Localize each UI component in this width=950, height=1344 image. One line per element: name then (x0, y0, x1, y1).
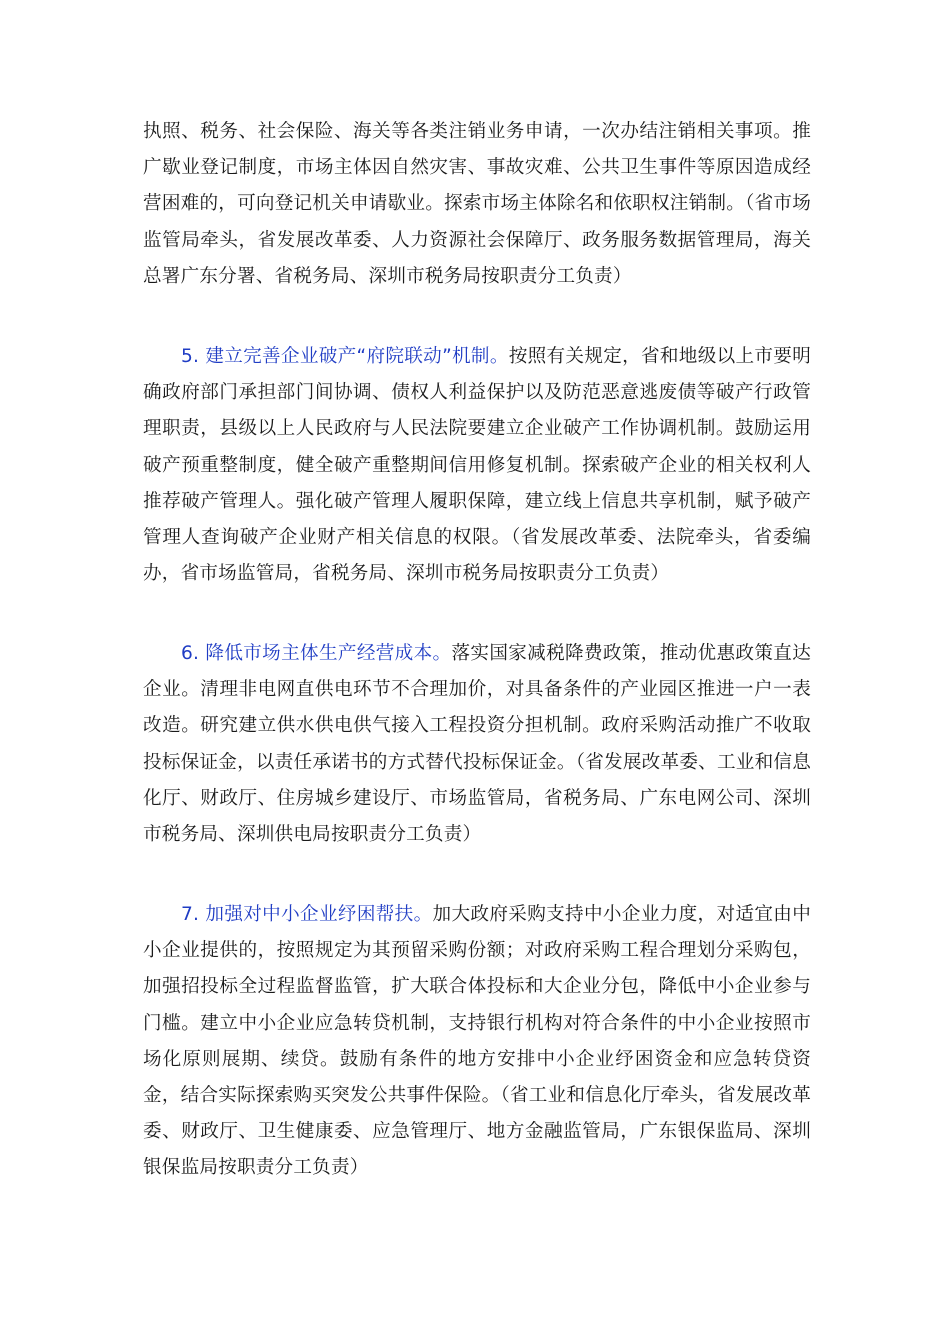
paragraph-item-5 (143, 339, 811, 592)
paragraph-body: 加大政府采购支持中小企业力度，对适宜由中小企业提供的，按照规定为其预留采购份额；对政府采购工程合理划分采购包，加强招投标全过程监督监管，扩大联合体投标和大企业分包，降低中小企业参与门槛。建立中小企业应急转贷机制，支持银行机构对符合条件的中小企业按照市场化原则展期、续贷。鼓励有条件的地方安排中小企业纾困资金和应急转贷资金，结合实际探索购买突发公共事件保险。（省工业和信息化厅牵头，省发展改革委、财政厅、卫生健康委、应急管理厅、地方金融监管局，广东银保监局、深圳银保监局按职责分工负责） (143, 904, 811, 1179)
paragraph-item-7 (143, 897, 811, 1187)
paragraph-deregistration (143, 114, 811, 295)
item-heading: 7. 加强对中小企业纾困帮扶。 (181, 904, 433, 925)
item-heading: 6. 降低市场主体生产经营成本。 (181, 643, 452, 664)
item-heading: 5. 建立完善企业破产“府院联动”机制。 (181, 346, 509, 367)
paragraph-body: 落实国家减税降费政策，推动优惠政策直达企业。清理非电网直供电环节不合理加价，对具备条件的产业园区推进一户一表改造。研究建立供水供电供气接入工程投资分担机制。政府采购活动推广不收取投标保证金，以责任承诺书的方式替代投标保证金。（省发展改革委、工业和信息化厅、财政厅、住房城乡建设厅、市场监管局，省税务局、广东电网公司、深圳市税务局、深圳供电局按职责分工负责） (143, 643, 811, 846)
paragraph-body: 执照、税务、社会保险、海关等各类注销业务申请，一次办结注销相关事项。推广歇业登记制度，市场主体因自然灾害、事故灾难、公共卫生事件等原因造成经营困难的，可向登记机关申请歇业。探索市场主体除名和依职权注销制。（省市场监管局牵头，省发展改革委、人力资源社会保障厅、政务服务数据管理局，海关总署广东分署、省税务局、深圳市税务局按职责分工负责） (143, 121, 811, 287)
paragraph-body: 按照有关规定，省和地级以上市要明确政府部门承担部门间协调、债权人利益保护以及防范恶意逃废债等破产行政管理职责，县级以上人民政府与人民法院要建立企业破产工作协调机制。鼓励运用破产预重整制度，健全破产重整期间信用修复机制。探索破产企业的相关权利人推荐破产管理人。强化破产管理人履职保障，建立线上信息共享机制，赋予破产管理人查询破产企业财产相关信息的权限。（省发展改革委、法院牵头，省委编办，省市场监管局，省税务局、深圳市税务局按职责分工负责） (143, 346, 811, 585)
paragraph-item-6 (143, 636, 811, 853)
